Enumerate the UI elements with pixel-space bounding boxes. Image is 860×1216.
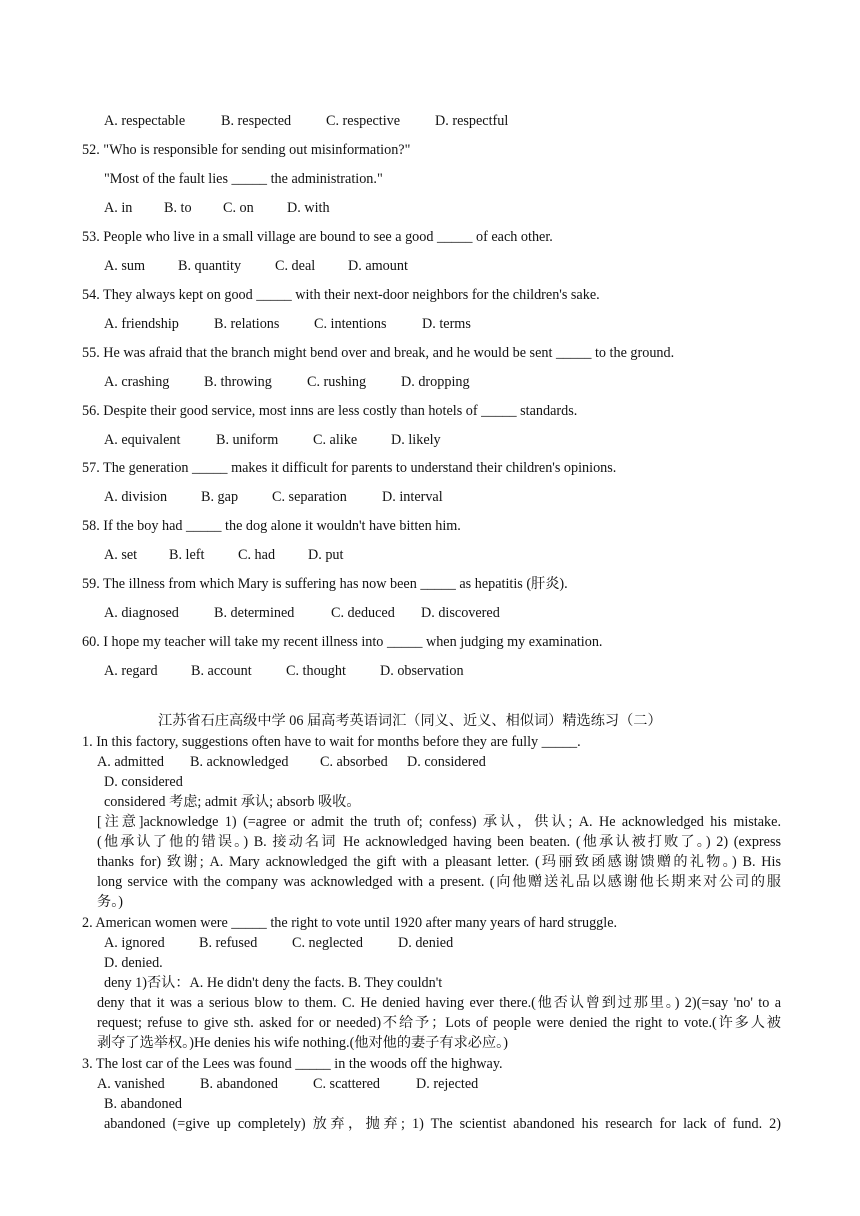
q1-note: long service with the company was acknowledged with a present. (向他赠送礼品以感谢他长期来对公司的服 (97, 874, 781, 890)
q2-note: deny that it was a serious blow to them. C. He denied having ever there.(他否认曾到过那里。) 2)(=say 'no' to a (97, 995, 781, 1011)
q2-note: deny 1)否认：A. He didn't deny the facts. B. They couldn't (104, 975, 443, 991)
question-53: 53. People who live in a small village are bound to see a good _____ of each other. (82, 229, 553, 245)
option: D. discovered (421, 605, 500, 621)
q58-options (104, 546, 343, 564)
option: D. put (308, 547, 344, 563)
option: C. absorbed (320, 754, 388, 770)
question-2: 2. American women were _____ the right to vote until 1920 after many years of hard struggle. (82, 915, 618, 931)
question-57: 57. The generation _____ makes it difficult for parents to understand their children's opinions. (82, 460, 617, 476)
option: A. admitted (97, 754, 164, 770)
q3-answer: B. abandoned (104, 1096, 183, 1112)
q54-options (104, 315, 471, 333)
option: C. neglected (292, 935, 363, 951)
option: A. division (104, 489, 168, 505)
option: A. in (104, 200, 133, 216)
option: D. considered (407, 754, 486, 770)
option: B. determined (214, 605, 295, 621)
option: C. deduced (331, 605, 395, 621)
q3-options (97, 1075, 478, 1093)
q2-note: 剥夺了选举权。)He denies his wife nothing.(他对他的妻子有求必应。) (97, 1035, 508, 1051)
question-52: 52. "Who is responsible for sending out misinformation?" (82, 142, 411, 158)
option: B. relations (214, 316, 280, 332)
section-title: 江苏省石庄高级中学 06 届高考英语词汇（同义、近义、相似词）精选练习（二） (158, 713, 662, 729)
q59-options (104, 604, 500, 622)
question-52-line2: "Most of the fault lies _____ the administration." (104, 171, 383, 187)
option: D. terms (422, 316, 471, 332)
option: D. dropping (401, 374, 470, 390)
q55-options (104, 373, 470, 391)
q1-options (97, 753, 486, 771)
q2-options (104, 934, 453, 952)
option: A. ignored (104, 935, 165, 951)
option: B. abandoned (200, 1076, 279, 1092)
option: C. on (223, 200, 254, 216)
q53-options (104, 257, 408, 275)
question-60: 60. I hope my teacher will take my recent illness into _____ when judging my examination. (82, 634, 603, 650)
option: D. rejected (416, 1076, 479, 1092)
option: A. crashing (104, 374, 170, 390)
option: B. gap (201, 489, 239, 505)
option: B. to (164, 200, 192, 216)
option: B. throwing (204, 374, 272, 390)
q2-answer: D. denied. (104, 955, 163, 971)
option: B. uniform (216, 432, 279, 448)
question-3: 3. The lost car of the Lees was found _____ in the woods off the highway. (82, 1056, 503, 1072)
option: B. acknowledged (190, 754, 289, 770)
q3-note: abandoned (=give up completely) 放弃，抛弃; 1) The scientist abandoned his research for lack of fund. 2) (104, 1116, 781, 1132)
option: C. rushing (307, 374, 367, 390)
option: A. respectable (104, 113, 186, 129)
option: C. alike (313, 432, 358, 448)
question-59: 59. The illness from which Mary is suffering has now been _____ as hepatitis (肝炎). (82, 576, 568, 592)
q51-options (104, 112, 508, 130)
option: C. scattered (313, 1076, 380, 1092)
option: A. regard (104, 663, 158, 679)
q1-note: considered 考虑; admit 承认; absorb 吸收。 (104, 794, 361, 810)
option: C. thought (286, 663, 346, 679)
q1-answer: D. considered (104, 774, 183, 790)
question-1: 1. In this factory, suggestions often have to wait for months before they are fully _____. (82, 734, 581, 750)
option: B. respected (221, 113, 292, 129)
option: D. denied (398, 935, 454, 951)
option: A. sum (104, 258, 145, 274)
option: D. likely (391, 432, 441, 448)
option: A. vanished (97, 1076, 165, 1092)
question-56: 56. Despite their good service, most inns are less costly than hotels of _____ standards. (82, 403, 578, 419)
option: C. deal (275, 258, 316, 274)
option: C. separation (272, 489, 347, 505)
question-54: 54. They always kept on good _____ with their next-door neighbors for the children's sake. (82, 287, 600, 303)
q56-options (104, 431, 441, 449)
q57-options (104, 488, 443, 506)
option: A. set (104, 547, 138, 563)
option: D. respectful (435, 113, 509, 129)
option: B. left (169, 547, 205, 563)
option: A. diagnosed (104, 605, 179, 621)
option: B. quantity (178, 258, 242, 274)
option: C. had (238, 547, 276, 563)
q1-note: 务。) (97, 894, 123, 910)
option: B. refused (199, 935, 258, 951)
option: C. intentions (314, 316, 387, 332)
q52-options (104, 199, 330, 217)
option: D. with (287, 200, 330, 216)
q2-note: request; refuse to give sth. asked for or needed)不给予；Lots of people were denied the right to vote.(许多人被 (97, 1015, 781, 1031)
option: C. respective (326, 113, 401, 129)
question-58: 58. If the boy had _____ the dog alone it wouldn't have bitten him. (82, 518, 461, 534)
q1-note: (他承认了他的错误。) B. 接动名词 He acknowledged having been beaten. (他承认被打败了。) 2) (express (97, 834, 781, 850)
option: D. interval (382, 489, 443, 505)
option: D. amount (348, 258, 408, 274)
q60-options (104, 662, 464, 680)
question-55: 55. He was afraid that the branch might bend over and break, and he would be sent _____ to the ground. (82, 345, 675, 361)
option: A. friendship (104, 316, 179, 332)
q1-note: [注意]acknowledge 1) (=agree or admit the truth of; confess) 承认，供认; A. He acknowledged his mistake. (97, 814, 781, 830)
option: D. observation (380, 663, 464, 679)
q1-note: thanks for) 致谢; A. Mary acknowledged the gift with a pleasant letter. (玛丽致函感谢馈赠的礼物。) B. His (97, 854, 781, 870)
option: A. equivalent (104, 432, 181, 448)
option: B. account (191, 663, 252, 679)
